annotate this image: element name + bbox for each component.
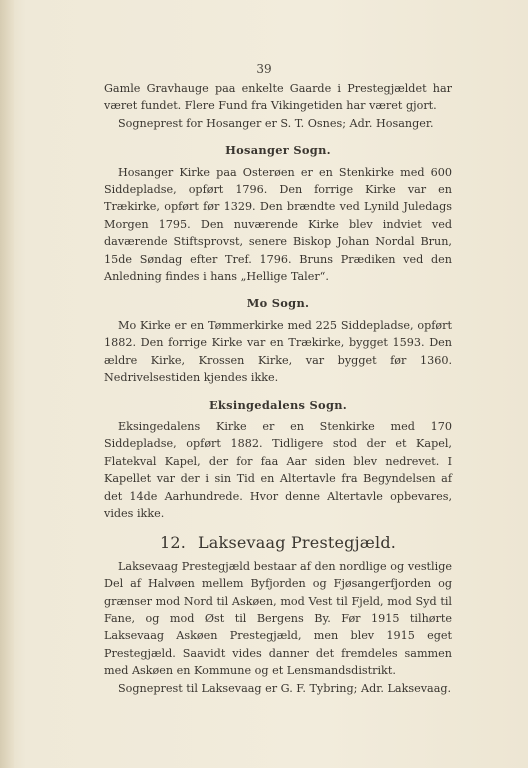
intro-priest-line: Sogneprest for Hosanger er S. T. Osnes; Adr. Hosanger. [118,116,434,130]
chapter-text: Laksevaag Prestegjæld bestaar af den nordlige og vestlige Del af Halvøen mellem Byfjorden og Fjøsangerfjorden og grænser mod Nord til Askøen, mod Vest til Fjeld, mod Syd til Fane, og mod Øst til Bergens By. Før 1915 tilhørte Laksevaag Askøen Prestegjæld, men blev 1915 eget Prestegjæld. Saavidt vides danner det fremdeles sammen med Askøen en Kommune og et Lensmandsdistrikt. [104,559,452,678]
section-heading-mo: Mo Sogn. [246,296,310,311]
intro-paragraph: Gamle Gravhauge paa enkelte Gaarde i Prestegjældet har været fundet. Flere Fund fra Vikingetiden har været gjort. [104,82,452,113]
page-body [104,80,452,697]
chapter-heading [104,534,452,551]
chapter-number: 12. [159,533,186,553]
section-heading-hosanger: Hosanger Sogn. [225,143,331,158]
chapter-priest-line: Sogneprest til Laksevaag er G. F. Tybring; Adr. Laksevaag. [118,681,452,695]
chapter-title: Laksevaag Prestegjæld. [197,533,397,553]
section-text-mo: Mo Kirke er en Tømmerkirke med 225 Siddepladse, opført 1882. Den forrige Kirke var en Trækirke, bygget 1593. Den ældre Kirke, Krossen Kirke, var bygget før 1360. Nedrivelsestiden kjendes ikke. [104,318,452,385]
section-text-hosanger: Hosanger Kirke paa Osterøen er en Stenkirke med 600 Siddepladse, opført 1796. Den forrige Kirke var en Trækirke, opført før 1329. Den brændte ved Lynild Juledags Morgen 1795. Den nuværende Kirke blev indviet ved daværende Stiftsprovst, senere Biskop Johan Nordal Brun, 15de Søndag efter Tref. 1796. Bruns Prædiken ved den Anledning findes i hans „Hellige Taler“. [104,165,452,284]
page-number: 39 [256,62,272,76]
page-gutter-shadow [0,0,14,768]
section-heading-eksingedalen: Eksingedalens Sogn. [208,397,348,412]
section-text-eksingedalen: Eksingedalens Kirke er en Stenkirke med 170 Siddepladse, opført 1882. Tidligere stod der et Kapel, Flatekval Kapel, der for faa Aar siden blev nedrevet. I Kapellet var der i sin Tid en Altertavle fra Begyndelsen af det 14de Aarhundrede. Hvor denne Altertavle opbevares, vides ikke. [104,419,452,520]
